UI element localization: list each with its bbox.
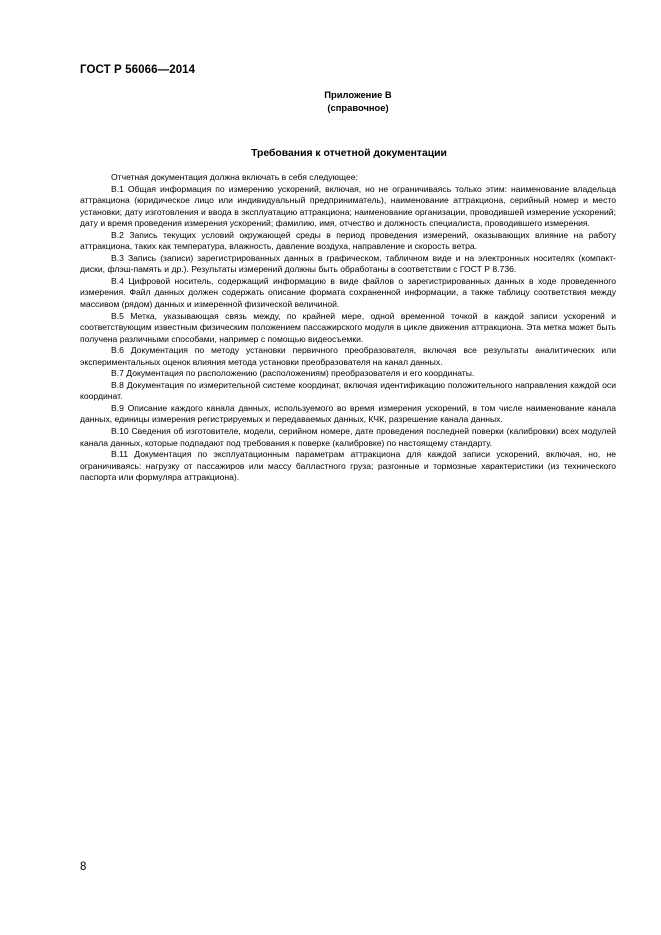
section-title: Требования к отчетной документации bbox=[251, 148, 447, 159]
paragraph-b10: В.10 Сведения об изготовителе, модели, серийном номере, дате проведения последней поверки (калибровки) всех модулей канала данных, которые подпадают под требования к поверке (калибровке) по настоящему стандарту. bbox=[80, 426, 616, 448]
document-code-header: ГОСТ Р 56066—2014 bbox=[80, 64, 196, 76]
paragraph-b1: В.1 Общая информация по измерению ускорений, включая, но не ограничиваясь только этим: наименование владельца аттракциона (юридическое лицо или индивидуальный предприниматель), наименование аттракциона, серийный номер и место установки; дату изготовления и ввода в эксплуатацию аттракциона; наименование организации, проводившей измерение ускорений; дату и время проведения измерения ускорений; фамилию, имя, отчество и должность специалиста, проводившего измерения. bbox=[80, 183, 616, 229]
paragraph-b7: В.7 Документация по расположению (расположениям) преобразователя и его координаты. bbox=[111, 368, 475, 379]
appendix-subtitle: (справочное) bbox=[327, 101, 389, 113]
paragraph-b4: В.4 Цифровой носитель, содержащий информацию в виде файлов о зарегистрированных данных в ходе проведенного измерения. Файл данных должен содержать описание формата сохраненной информации, а также таблицу соответствия между массивом (рядом) данных и измеренной физической величиной. bbox=[80, 275, 616, 310]
appendix-title: Приложение В bbox=[324, 89, 392, 100]
paragraph-b3: В.3 Запись (записи) зарегистрированных данных в графическом, табличном виде и на электронных носителях (компакт-диски, флэш-память и др.). Результаты измерений должны быть обработаны в соответствии с ГОСТ Р 8.736. bbox=[80, 252, 616, 275]
paragraph-b11: В.11 Документация по эксплуатационным параметрам аттракциона для каждой записи ускорений, включая, но, не ограничиваясь: нагрузку от пассажиров или массу балластного груза; разгонные и тормозные характеристики (из технического паспорта или формуляра аттракциона). bbox=[80, 449, 616, 483]
paragraph-b6: В.6 Документация по методу установки первичного преобразователя, включая все результаты аналитических или экспериментальных оценок влияния метода установки преобразователя на канал данных. bbox=[80, 345, 616, 367]
paragraph-b8: В.8 Документация по измерительной системе координат, включая идентификацию положительного направления каждой оси координат. bbox=[80, 379, 616, 402]
paragraph-b2: В.2 Запись текущих условий окружающей среды в период проведения измерений, оказывающих влияние на работу аттракциона, таких как температура, влажность, давление воздуха, направление и скорость ветра. bbox=[80, 229, 616, 252]
page-number: 8 bbox=[80, 861, 87, 873]
paragraph-b5: В.5 Метка, указывающая связь между, по крайней мере, одной временной точкой в каждой записи ускорений и соответствующим известным физическим положением пассажирского модуля в цикле движения аттракциона. Эта метка может быть получена различными способами, например с помощью видеосъемки. bbox=[80, 310, 616, 344]
appendix-heading bbox=[280, 89, 436, 114]
paragraph-b9: В.9 Описание каждого канала данных, используемого во время измерения ускорений, в том числе наименование канала данных, единицы измерения регистрируемых и передаваемых данных, КЧК, разрешение канала данных. bbox=[80, 402, 616, 425]
paragraph-intro: Отчетная документация должна включать в себя следующее: bbox=[111, 172, 358, 182]
body-text bbox=[80, 172, 616, 484]
